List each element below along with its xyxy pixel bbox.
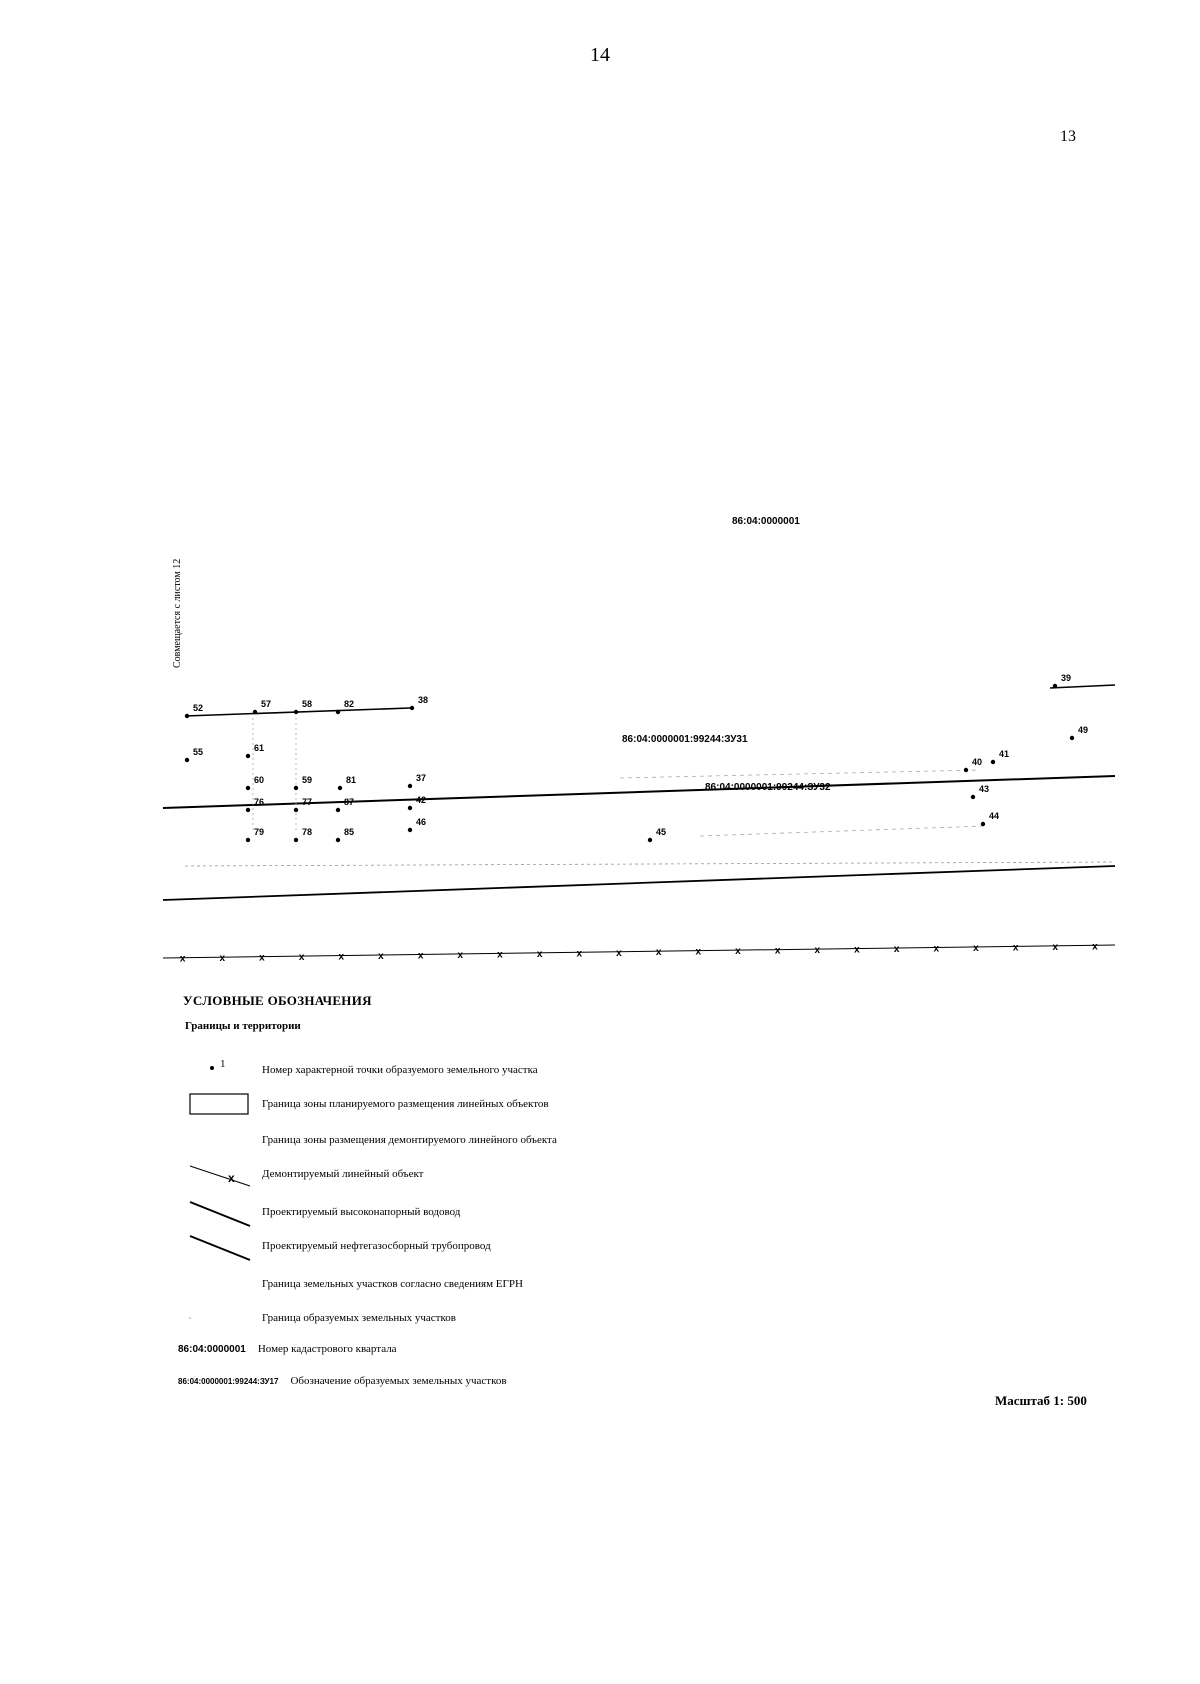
point-55 <box>185 758 189 762</box>
point-40 <box>964 768 968 772</box>
line-marker: x <box>814 945 821 957</box>
svg-text:1: 1 <box>220 1058 226 1070</box>
points-layer <box>185 673 1088 842</box>
point-49 <box>1070 736 1074 740</box>
quarter-desc: Номер кадастрового квартала <box>257 1343 397 1355</box>
side-note: Совмещается с листом 12 <box>172 558 183 668</box>
point-58 <box>294 710 298 714</box>
planned-zone-icon <box>150 1090 260 1120</box>
parcel-desc: Обозначение образуемых земельных участков <box>290 1375 507 1387</box>
point-label-42: 42 <box>416 795 427 805</box>
point-label-79: 79 <box>254 827 265 837</box>
point-label-61: 61 <box>254 743 265 753</box>
line-marker: x <box>695 946 702 958</box>
line-marker: x <box>854 944 860 956</box>
point-label-40: 40 <box>972 757 983 767</box>
parcel-boundary-line-2 <box>700 826 985 836</box>
legend-text: Демонтируемый линейный объект <box>262 1168 424 1180</box>
point-59 <box>294 786 298 790</box>
line-marker: x <box>616 947 622 959</box>
point-label-60: 60 <box>254 775 265 785</box>
point-label-85: 85 <box>344 827 355 837</box>
quarter-code: 86:04:0000001 <box>178 1344 246 1355</box>
legend-text: Проектируемый нефтегазосборный трубопровод <box>262 1240 491 1252</box>
legend-row-planned-zone <box>150 1090 850 1120</box>
point-label-38: 38 <box>418 695 429 705</box>
point-label-76: 76 <box>254 797 265 807</box>
parcel-boundary-line <box>620 770 980 778</box>
legend-text: Номер характерной точки образуемого земельного участка <box>262 1064 538 1076</box>
point-79 <box>246 838 250 842</box>
point-label-59: 59 <box>302 775 313 785</box>
legend-row-demolished <box>150 1160 850 1190</box>
point-81 <box>338 786 342 790</box>
point-38 <box>410 706 414 710</box>
line-marker: x <box>1092 941 1098 953</box>
point-label-82: 82 <box>344 699 355 709</box>
point-87 <box>336 808 340 812</box>
point-82 <box>336 710 340 714</box>
point-43 <box>971 795 975 799</box>
legend-text: Граница земельных участков согласно сведениям ЕГРН <box>262 1278 523 1290</box>
line-marker: x <box>774 945 781 957</box>
legend-text: Граница зоны планируемого размещения линейных объектов <box>262 1098 549 1110</box>
pipeline-icon <box>150 1232 260 1262</box>
demolished-line-icon <box>150 1160 260 1190</box>
point-label-39: 39 <box>1061 673 1072 683</box>
legend-row-egrn <box>150 1270 850 1300</box>
line-marker: x <box>298 952 305 964</box>
line-marker: x <box>735 946 741 958</box>
legend-text: Граница зоны размещения демонтируемого линейного объекта <box>262 1134 557 1146</box>
legend-text: Проектируемый высоконапорный водовод <box>262 1206 461 1218</box>
point-57 <box>253 710 257 714</box>
legend-row-demolish-zone <box>150 1126 850 1156</box>
parcel-code: 86:04:0000001:99244:ЗУ17 <box>178 1377 279 1386</box>
water-line-icon <box>150 1198 260 1228</box>
point-45 <box>648 838 652 842</box>
point-label-45: 45 <box>656 827 667 837</box>
line-marker: x <box>179 953 186 965</box>
legend-row-point <box>150 1056 850 1086</box>
egrn-boundary-icon <box>150 1270 260 1300</box>
line-marker: x <box>973 942 979 954</box>
point-85 <box>336 838 340 842</box>
egrn-boundary-line-right <box>1050 685 1115 688</box>
demolish-zone-icon <box>150 1126 260 1156</box>
point-label-52: 52 <box>193 703 204 713</box>
page-number: 14 <box>590 44 610 66</box>
point-39 <box>1053 684 1057 688</box>
point-label-78: 78 <box>302 827 313 837</box>
point-37 <box>408 784 412 788</box>
point-label-46: 46 <box>416 817 427 827</box>
point-46 <box>408 828 412 832</box>
point-label-81: 81 <box>346 775 357 785</box>
point-label-49: 49 <box>1078 725 1089 735</box>
legend-row-quarter <box>178 1343 397 1355</box>
point-77 <box>294 808 298 812</box>
line-marker: x <box>536 948 543 960</box>
line-marker: x <box>1012 942 1019 954</box>
line-marker: x <box>219 953 226 965</box>
water-line <box>163 866 1115 900</box>
line-marker: x <box>259 952 265 964</box>
point-label-58: 58 <box>302 699 313 709</box>
point-52 <box>185 714 189 718</box>
point-label-57: 57 <box>261 699 272 709</box>
line-marker: x <box>378 951 384 963</box>
planned-zone-line <box>185 862 1115 866</box>
legend-text: Граница образуемых земельных участков <box>262 1312 456 1324</box>
point-label-44: 44 <box>989 811 1000 821</box>
line-marker: x <box>338 951 345 963</box>
point-41 <box>991 760 995 764</box>
point-label-77: 77 <box>302 797 313 807</box>
legend-title: УСЛОВНЫЕ ОБОЗНАЧЕНИЯ <box>183 993 372 1008</box>
line-marker: x <box>933 943 940 955</box>
parcel-label-zu31: 86:04:0000001:99244:ЗУ31 <box>622 734 748 745</box>
point-60 <box>246 786 250 790</box>
point-label-55: 55 <box>193 747 204 757</box>
point-label-37: 37 <box>416 773 427 783</box>
line-marker: x <box>576 948 583 960</box>
legend-row-parcel-code <box>178 1375 507 1387</box>
svg-text:x: x <box>228 1171 235 1185</box>
quarter-number-label: 86:04:0000001 <box>732 516 800 527</box>
parcel-label-zu32: 86:04:0000001:99244:ЗУ32 <box>705 782 831 793</box>
line-marker: x <box>655 947 662 959</box>
scale-label: Масштаб 1: 500 <box>995 1393 1087 1408</box>
point-symbol-icon <box>150 1056 260 1086</box>
parcel-boundary-icon <box>150 1304 260 1334</box>
point-42 <box>408 806 412 810</box>
point-78 <box>294 838 298 842</box>
point-label-41: 41 <box>999 749 1010 759</box>
legend-subtitle: Границы и территории <box>185 1020 301 1032</box>
sheet-number: 13 <box>1060 128 1076 145</box>
legend-row-water <box>150 1198 850 1228</box>
line-marker: x <box>417 950 424 962</box>
point-76 <box>246 808 250 812</box>
line-marker: x <box>457 949 464 961</box>
line-marker: x <box>497 949 503 961</box>
point-label-87: 87 <box>344 797 355 807</box>
line-marker: x <box>1052 941 1059 953</box>
demolished-line-markers <box>180 941 1098 964</box>
legend-row-pipeline <box>150 1232 850 1262</box>
point-61 <box>246 754 250 758</box>
point-44 <box>981 822 985 826</box>
line-marker: x <box>893 943 900 955</box>
point-label-43: 43 <box>979 784 990 794</box>
legend-row-parcels <box>150 1304 850 1334</box>
